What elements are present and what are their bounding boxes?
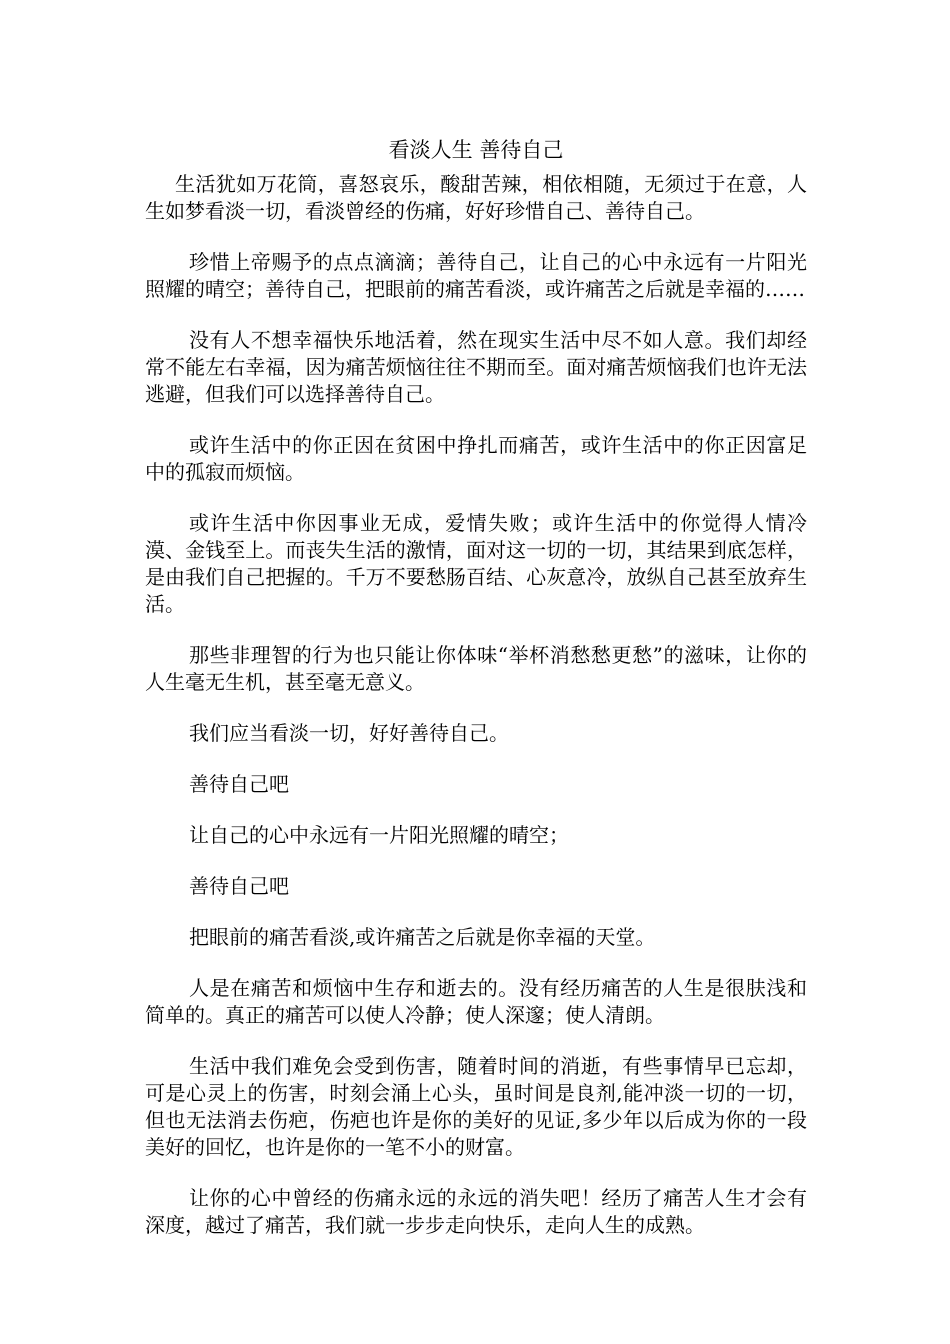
paragraph-3: 没有人不想幸福快乐地活着，然在现实生活中尽不如人意。我们却经常不能左右幸福，因为痛苦烦恼往往不期而至。面对痛苦烦恼我们也许无法逃避，但我们可以选择善待自己。 — [145, 328, 807, 406]
paragraph-7: 我们应当看淡一切，好好善待自己。 — [189, 721, 509, 745]
paragraph-12: 人是在痛苦和烦恼中生存和逝去的。没有经历痛苦的人生是很肤浅和简单的。真正的痛苦可以使人冷静；使人深邃；使人清朗。 — [145, 976, 807, 1027]
document-title: 看淡人生 善待自己 — [388, 138, 564, 162]
paragraph-1: 生活犹如万花筒，喜怒哀乐，酸甜苦辣，相依相随，无须过于在意，人生如梦看淡一切，看淡曾经的伤痛，好好珍惜自己、善待自己。 — [145, 172, 807, 223]
paragraph-5: 或许生活中你因事业无成，爱情失败；或许生活中的你觉得人情冷漠、金钱至上。而丧失生活的激情，面对这一切的一切，其结果到底怎样，是由我们自己把握的。千万不要愁肠百结、心灰意冷，放纵自己甚至放弃生活。 — [145, 511, 807, 616]
paragraph-11: 把眼前的痛苦看淡,或许痛苦之后就是你幸福的天堂。 — [189, 925, 656, 949]
document-body — [145, 133, 807, 1263]
paragraph-13: 生活中我们难免会受到伤害，随着时间的消逝，有些事情早已忘却，可是心灵上的伤害，时刻会涌上心头，虽时间是良剂,能冲淡一切的一切，但也无法消去伤疤，伤疤也许是你的美好的见证,多少年以后成为你的一段美好的回忆，也许是你的一笔不小的财富。 — [145, 1054, 807, 1159]
paragraph-10: 善待自己吧 — [189, 874, 289, 898]
paragraph-6: 那些非理智的行为也只能让你体味“举杯消愁愁更愁”的滋味，让你的人生毫无生机，甚至毫无意义。 — [145, 643, 807, 694]
paragraph-8: 善待自己吧 — [189, 772, 289, 796]
paragraph-2: 珍惜上帝赐予的点点滴滴；善待自己，让自己的心中永远有一片阳光照耀的晴空；善待自己，把眼前的痛苦看淡，或许痛苦之后就是幸福的…… — [145, 250, 807, 301]
paragraph-4: 或许生活中的你正因在贫困中挣扎而痛苦，或许生活中的你正因富足中的孤寂而烦恼。 — [145, 433, 807, 484]
paragraph-9: 让自己的心中永远有一片阳光照耀的晴空； — [189, 823, 569, 847]
paragraph-14: 让你的心中曾经的伤痛永远的永远的消失吧！经历了痛苦人生才会有深度，越过了痛苦，我们就一步步走向快乐，走向人生的成熟。 — [145, 1186, 807, 1237]
